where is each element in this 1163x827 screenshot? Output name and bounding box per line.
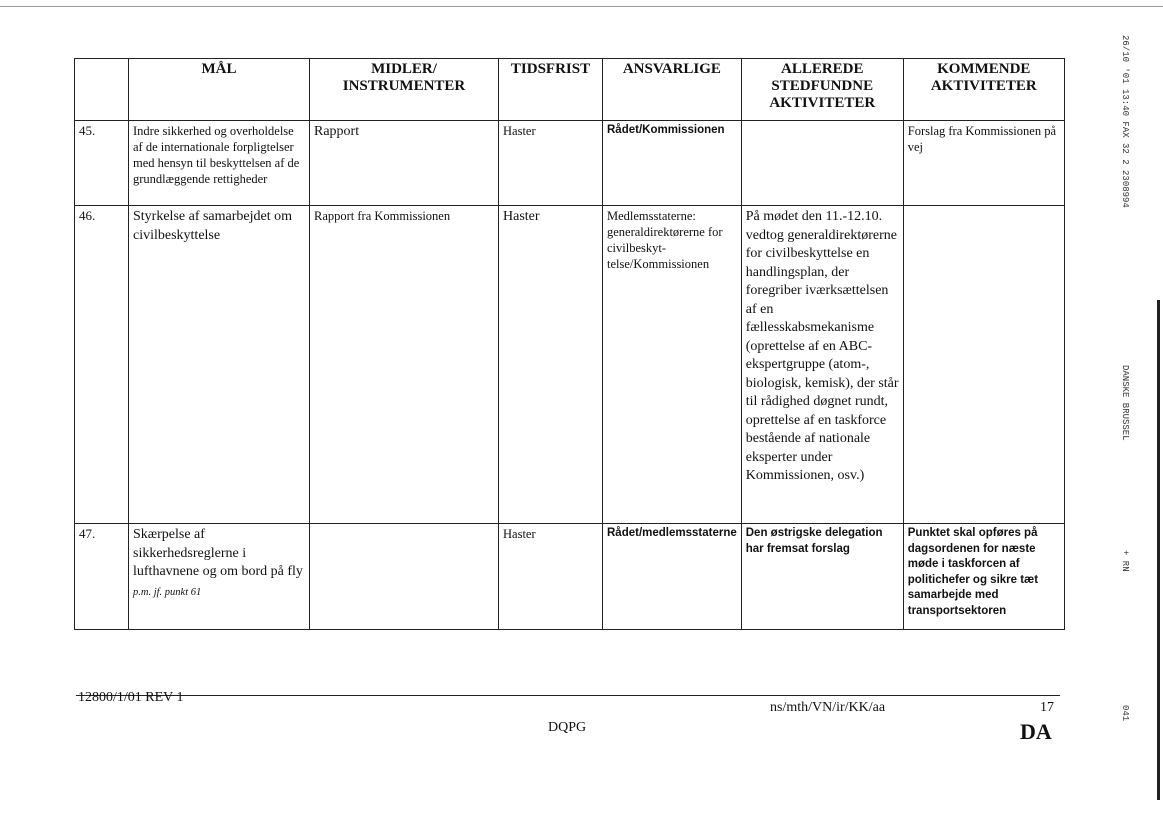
- done-cell: [741, 121, 903, 206]
- goal-cell: [129, 524, 310, 630]
- author-initials: ns/mth/VN/ir/KK/aa: [770, 700, 886, 715]
- row-number: 46.: [75, 206, 129, 524]
- department-code: DQPG: [548, 720, 587, 735]
- responsible-cell: Rådet/Kommissionen: [603, 121, 742, 206]
- upcoming-cell: Forslag fra Kommissionen på vej: [903, 121, 1064, 206]
- col-header-goal: MÅL: [129, 59, 310, 121]
- col-header-responsible: ANSVARLIGE: [603, 59, 742, 121]
- language-code: DA: [1020, 719, 1052, 744]
- responsible-cell: Medlemsstaterne: generaldirektørerne for civilbeskyttelse/Kommissionen: [603, 206, 742, 524]
- document-reference: 12800/1/01 REV 1: [78, 690, 184, 705]
- page-number: 17: [1040, 700, 1054, 715]
- done-cell: På mødet den 11.-12.10. vedtog generaldirektørerne for civilbeskyttelse en handlingsplan, der foregriber iværksættelsen af en fællesskabsmekanisme (oprettelse af en ABC-ekspertgruppe (atom-, biologisk, kemisk), der står til rådighed døgnet rundt, oprettelse af en taskforce bestående af nationale eksperter under Kommissionen, osv.): [741, 206, 903, 524]
- goal-note: p.m. jf. punkt 61: [133, 586, 202, 598]
- fax-recipient: + RN: [1120, 550, 1130, 572]
- deadline-cell: Haster: [499, 206, 603, 524]
- table-row: [75, 524, 1065, 630]
- footer-rule: [76, 695, 1060, 696]
- upcoming-cell: [903, 206, 1064, 524]
- col-header-means: MIDLER/ INSTRUMENTER: [310, 59, 499, 121]
- action-table: [74, 58, 1065, 630]
- col-header-upcoming: KOMMENDE AKTIVITETER: [903, 59, 1064, 121]
- fax-page: 041: [1120, 705, 1130, 722]
- goal-text: Skærpelse af sikkerhedsreglerne i lufthavnene og om bord på fly: [133, 527, 303, 579]
- deadline-cell: Haster: [499, 121, 603, 206]
- means-cell: [310, 524, 499, 630]
- fax-header: [1110, 35, 1145, 795]
- fax-sender: DANSKE BRUSSEL: [1120, 365, 1130, 441]
- scan-edge: [1157, 300, 1160, 800]
- row-number: 47.: [75, 524, 129, 630]
- goal-cell: [129, 121, 310, 206]
- responsible-cell: Rådet/medlemsstaterne: [603, 524, 742, 630]
- goal-cell: [129, 206, 310, 524]
- goal-text: Indre sikkerhed og overholdelse af de internationale forpligtelser med hensyn til beskyttelsen af de grundlæggende rettigheder: [133, 124, 300, 186]
- done-cell: Den østrigske delegation har fremsat forslag: [741, 524, 903, 630]
- col-header-deadline: TIDSFRIST: [499, 59, 603, 121]
- col-header-num: [75, 59, 129, 121]
- row-number: 45.: [75, 121, 129, 206]
- means-cell: Rapport: [310, 121, 499, 206]
- col-header-done: ALLEREDE STEDFUNDNE AKTIVITETER: [741, 59, 903, 121]
- table-row: [75, 121, 1065, 206]
- table-row: [75, 206, 1065, 524]
- means-cell: Rapport fra Kommissionen: [310, 206, 499, 524]
- upcoming-cell: Punktet skal opføres på dagsordenen for næste møde i taskforcen af politichefer og sikre tæt samarbejde med transportsektoren: [903, 524, 1064, 630]
- fax-datetime: 26/10 '01 13:40 FAX 32 2 2308994: [1120, 35, 1130, 208]
- header-row: [75, 59, 1065, 121]
- goal-text: Styrkelse af samarbejdet om civilbeskyttelse: [133, 209, 293, 243]
- top-rule: [0, 6, 1163, 7]
- deadline-cell: Haster: [499, 524, 603, 630]
